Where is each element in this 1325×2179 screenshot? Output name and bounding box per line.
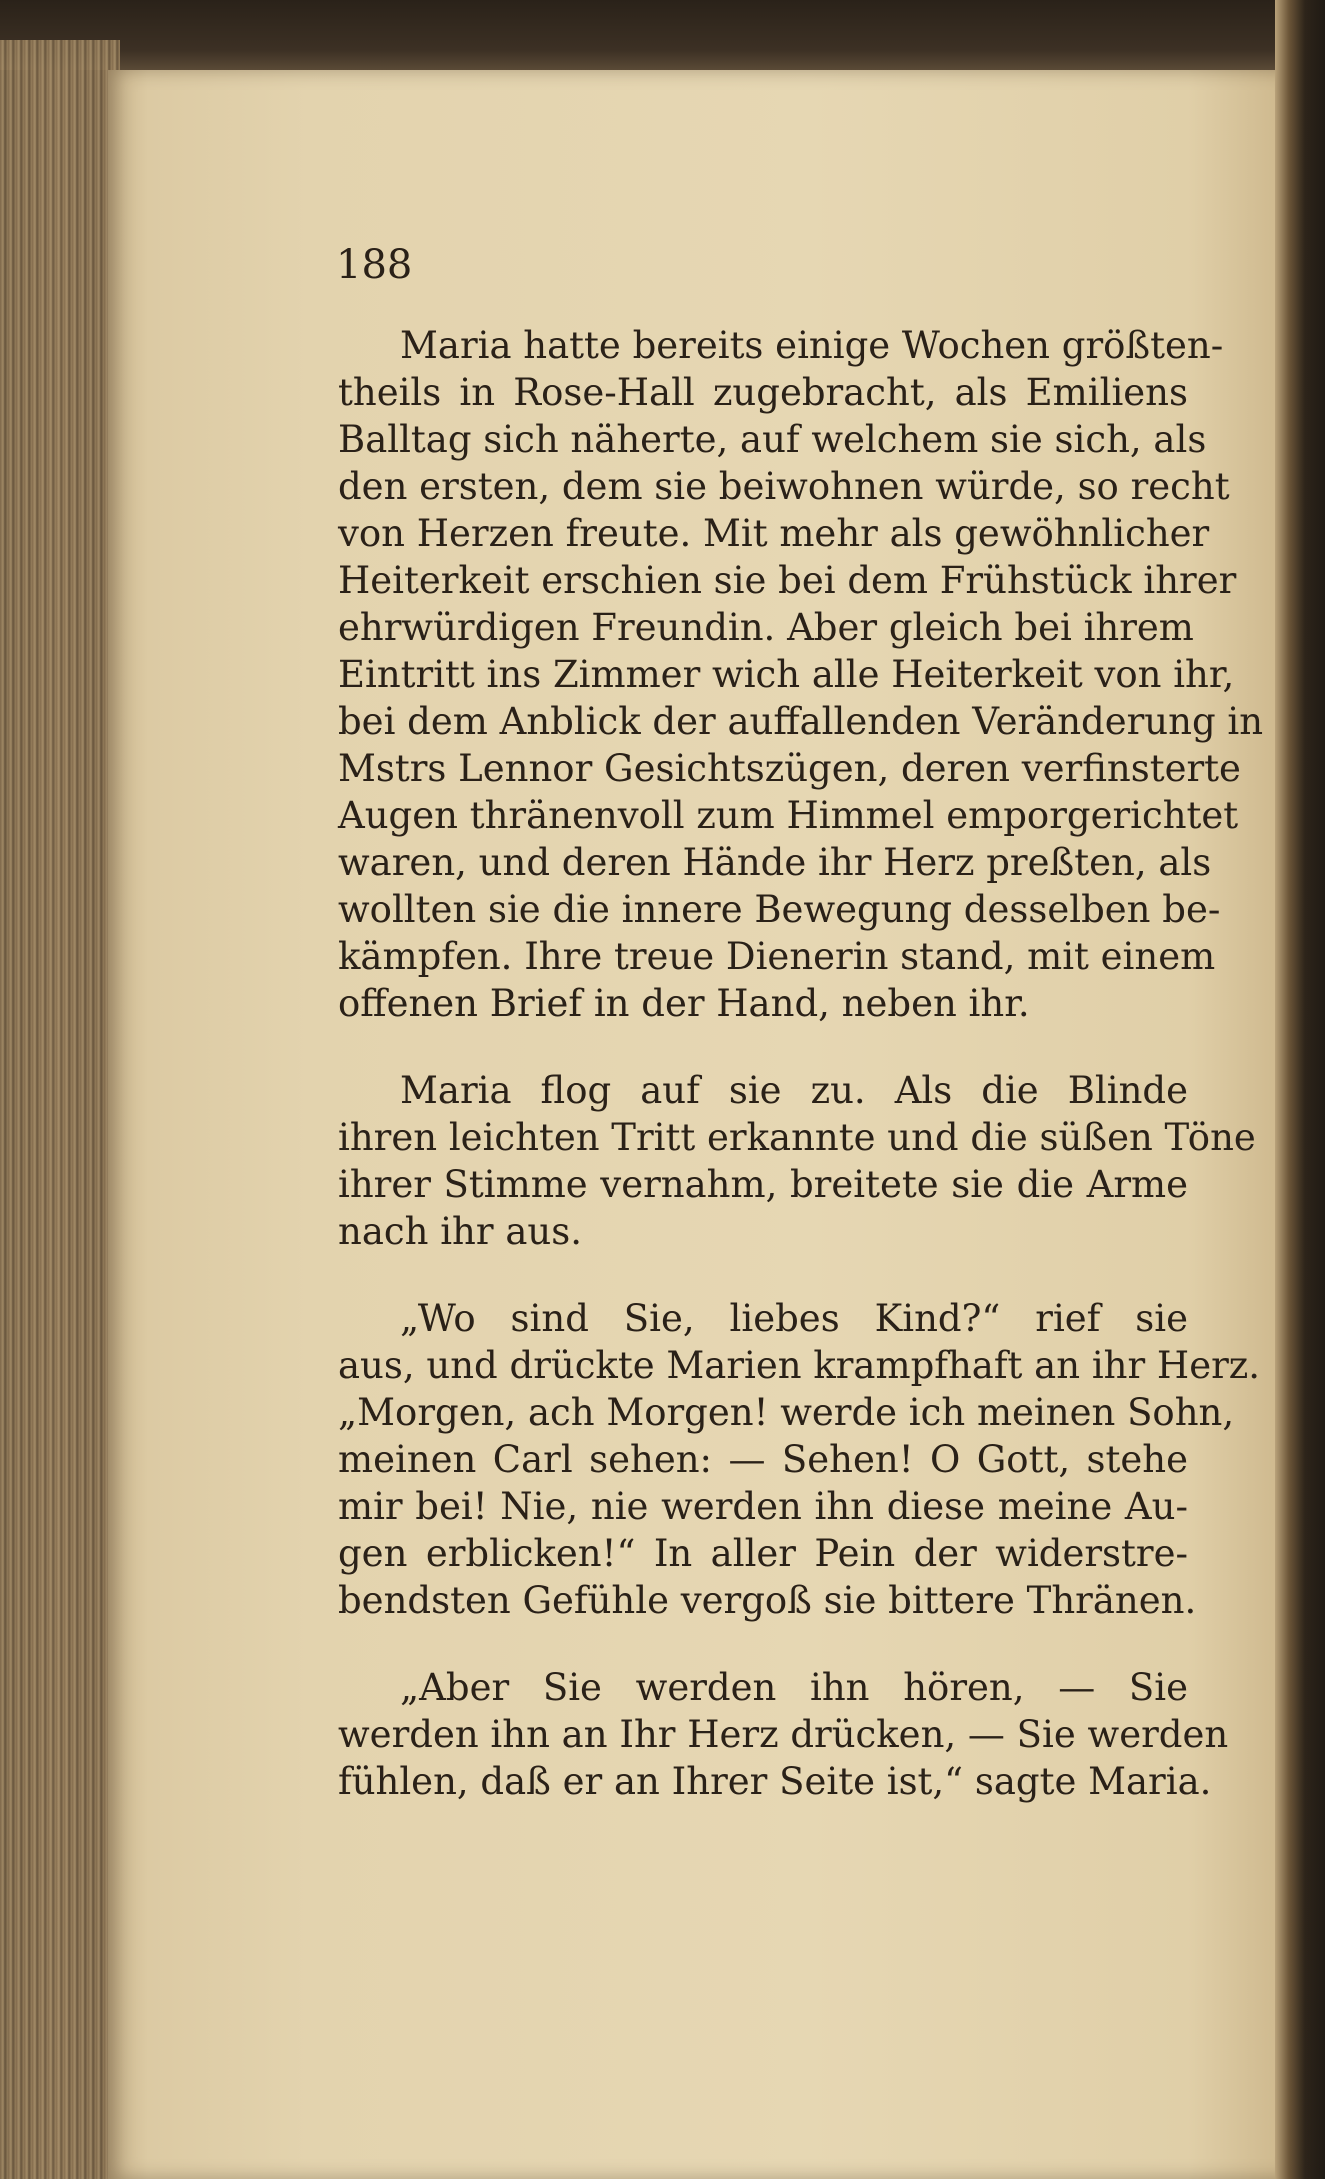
paragraph-2 (338, 1067, 1256, 1255)
text-line: den ersten, dem sie beiwohnen würde, so recht (338, 465, 1230, 508)
text-line: theils in Rose-Hall zugebracht, als Emiliens (338, 371, 1188, 414)
page-stack-edge (0, 40, 120, 2179)
text-line: „Aber Sie werden ihn hören, — Sie (400, 1666, 1188, 1709)
top-shadow (0, 0, 1325, 70)
text-line: gen erblicken!“ In aller Pein der widerstre- (338, 1532, 1188, 1575)
text-line: wollten sie die innere Bewegung desselben be- (338, 888, 1221, 931)
text-line: werden ihn an Ihr Herz drücken, — Sie werden (338, 1713, 1229, 1756)
text-line: Maria hatte bereits einige Wochen größten- (400, 324, 1224, 367)
text-line: nach ihr aus. (338, 1210, 582, 1253)
text-line: waren, und deren Hände ihr Herz preßten, als (338, 841, 1212, 884)
right-shadow (1275, 0, 1325, 2179)
text-line: „Wo sind Sie, liebes Kind?“ rief sie (400, 1297, 1188, 1340)
text-line: kämpfen. Ihre treue Dienerin stand, mit einem (338, 935, 1216, 978)
page-number: 188 (336, 242, 413, 288)
text-line: Maria flog auf sie zu. Als die Blinde (400, 1069, 1188, 1112)
text-line: Mstrs Lennor Gesichtszügen, deren verfinsterte (338, 747, 1241, 790)
text-line: Balltag sich näherte, auf welchem sie sich, als (338, 418, 1207, 461)
text-line: Augen thränenvoll zum Himmel emporgerichtet (338, 794, 1239, 837)
text-line: Heiterkeit erschien sie bei dem Frühstück ihrer (338, 559, 1237, 602)
text-line: aus, und drückte Marien krampfhaft an ihr Herz. (338, 1344, 1261, 1387)
paragraph-3 (338, 1295, 1261, 1624)
text-line: meinen Carl sehen: — Sehen! O Gott, stehe (338, 1438, 1188, 1481)
text-line: offenen Brief in der Hand, neben ihr. (338, 982, 1030, 1025)
text-line: bendsten Gefühle vergoß sie bittere Thränen. (338, 1579, 1197, 1622)
text-line: ihren leichten Tritt erkannte und die süßen Töne (338, 1116, 1256, 1159)
text-line: Eintritt ins Zimmer wich alle Heiterkeit von ihr, (338, 653, 1235, 696)
text-line: „Morgen, ach Morgen! werde ich meinen Sohn, (338, 1391, 1235, 1434)
paragraph-1 (338, 322, 1264, 1027)
text-line: bei dem Anblick der auffallenden Veränderung in (338, 700, 1264, 743)
text-line: ihrer Stimme vernahm, breitete sie die Arme (338, 1163, 1188, 1206)
text-line: ehrwürdigen Freundin. Aber gleich bei ihrem (338, 606, 1194, 649)
page-text (338, 240, 1264, 1845)
text-line: fühlen, daß er an Ihrer Seite ist,“ sagte Maria. (338, 1760, 1212, 1803)
text-line: von Herzen freute. Mit mehr als gewöhnlicher (338, 512, 1210, 555)
paragraph-4 (338, 1664, 1229, 1805)
text-line: mir bei! Nie, nie werden ihn diese meine Au- (338, 1485, 1188, 1528)
